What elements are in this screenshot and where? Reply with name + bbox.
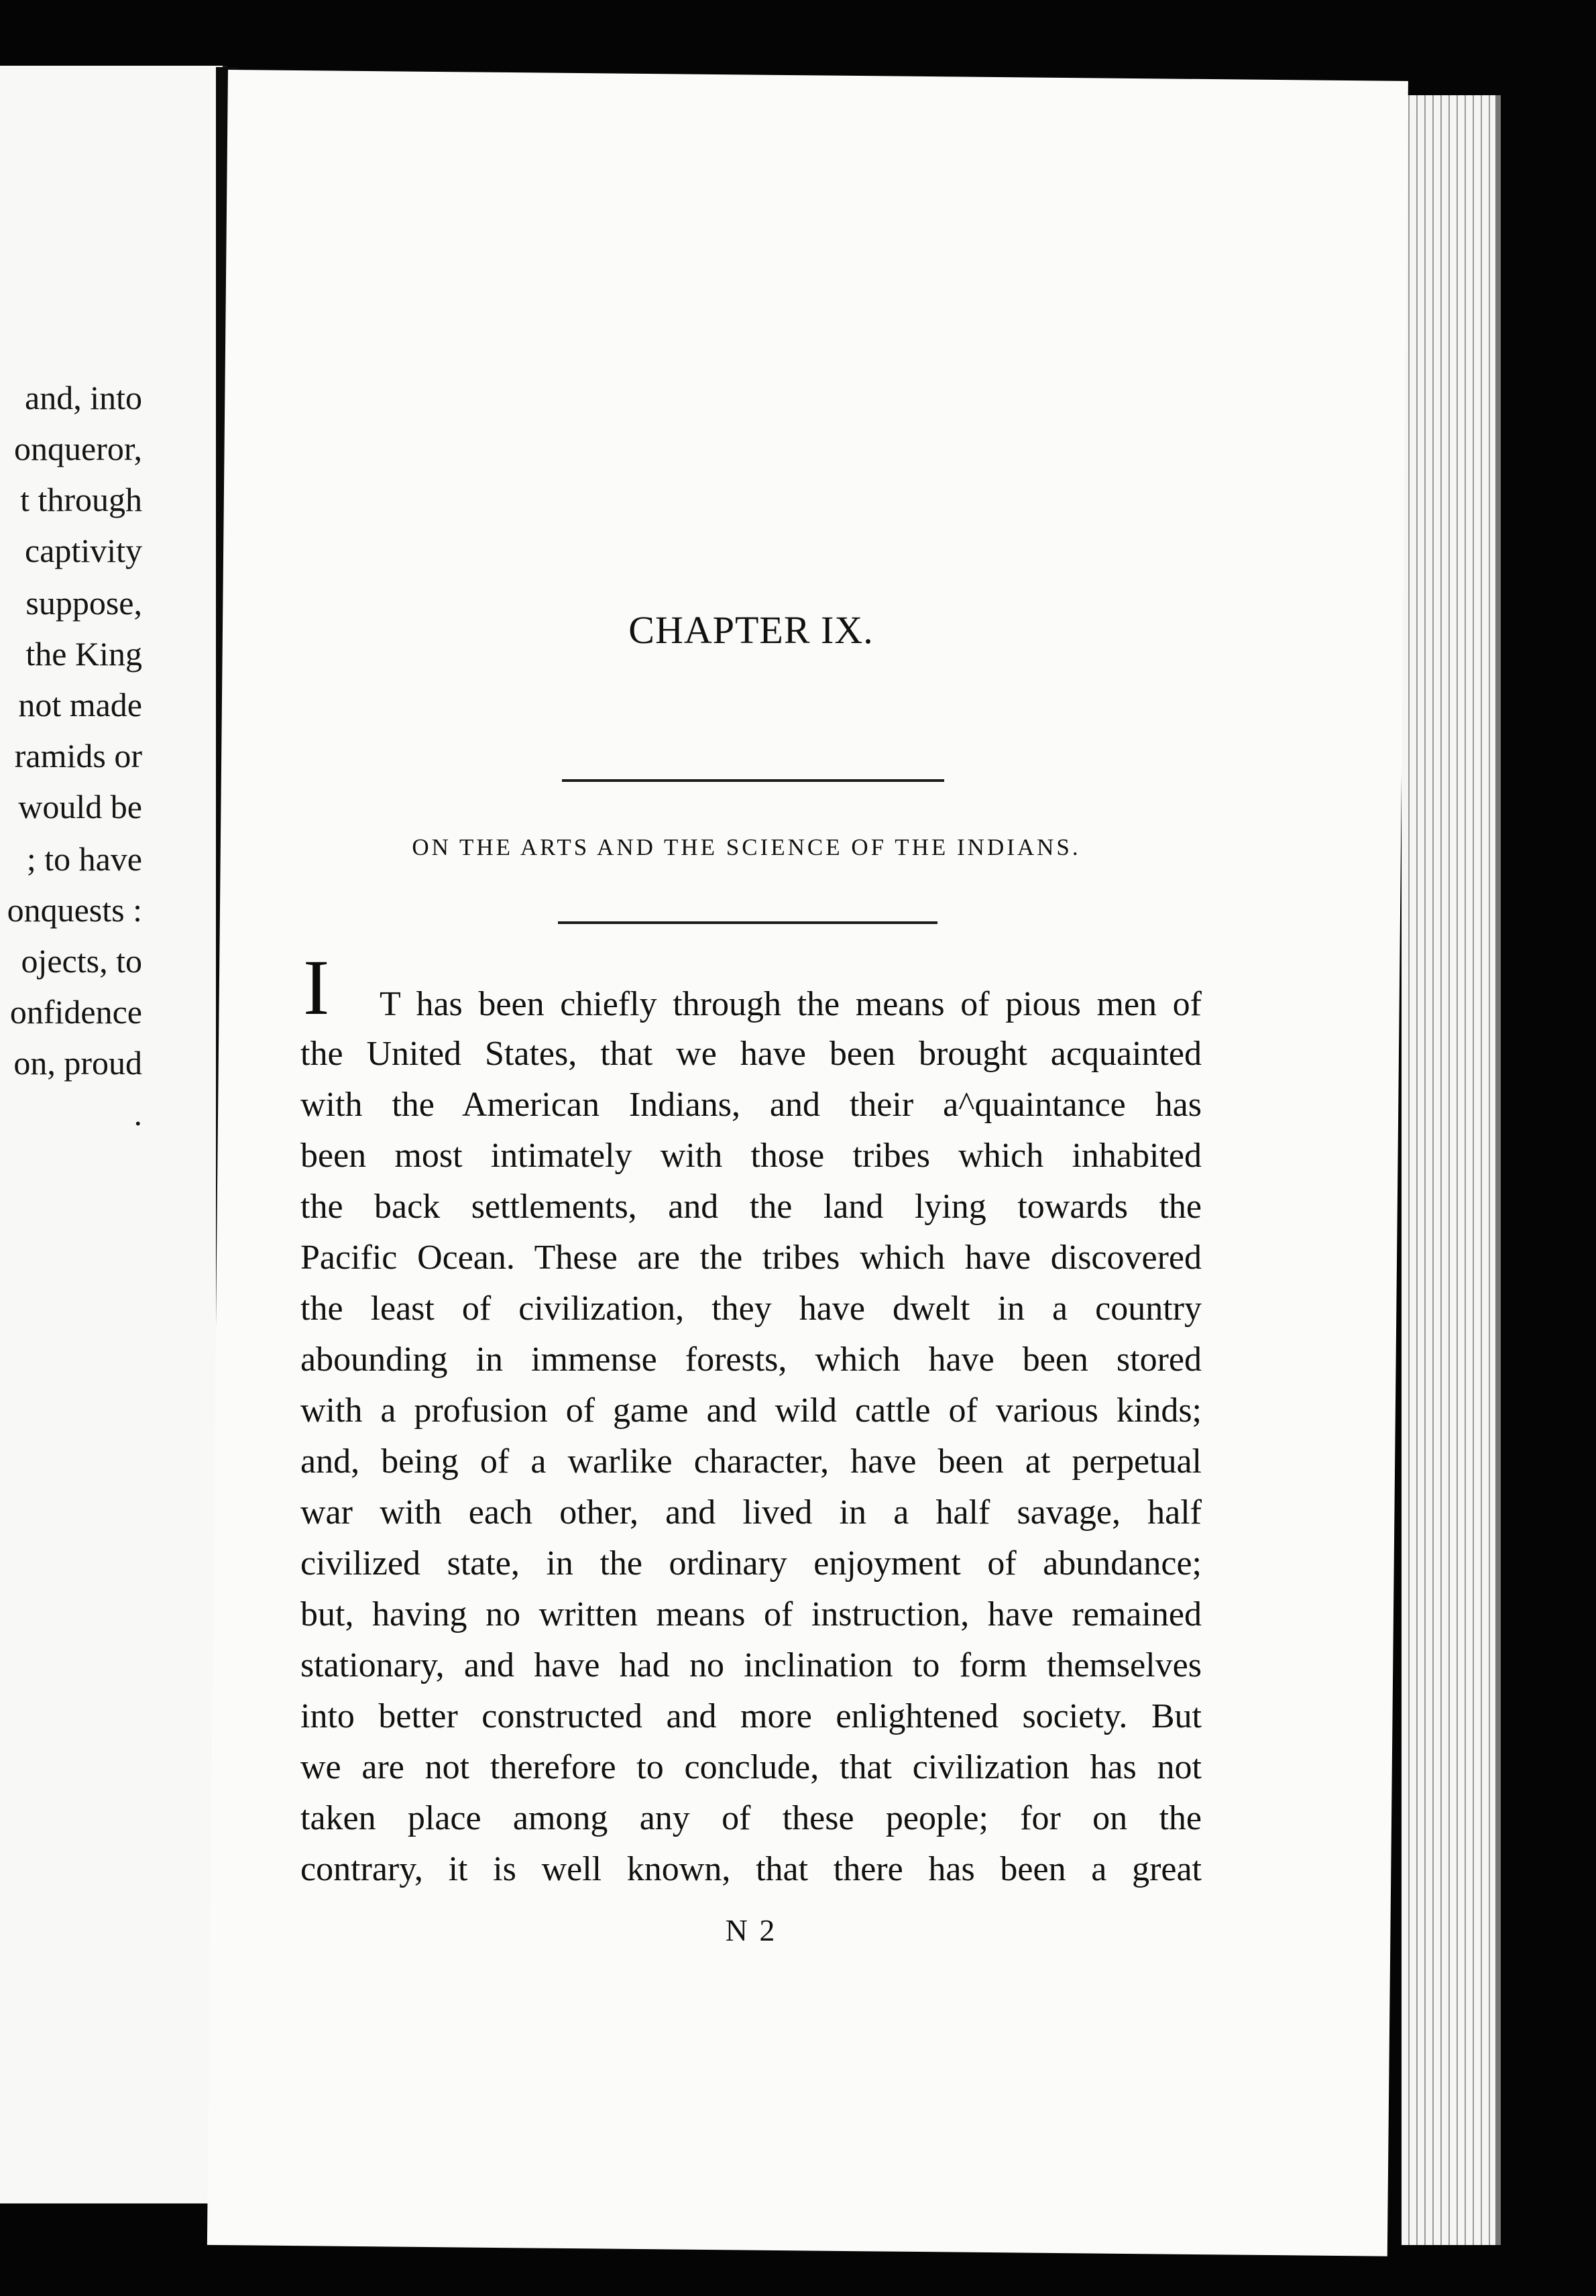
left-page-line: . bbox=[133, 1095, 142, 1133]
title-rule-top bbox=[562, 779, 944, 782]
body-line: civilized state, in the ordinary enjoyment of abundance; bbox=[300, 1544, 1202, 1583]
left-page-line: the King bbox=[25, 635, 142, 673]
body-line: we are not therefore to conclude, that civilization has not bbox=[300, 1748, 1202, 1786]
body-line: into better constructed and more enlightened society. But bbox=[300, 1697, 1202, 1735]
left-page-line: ; to have bbox=[26, 840, 142, 878]
left-page-line: captivity bbox=[25, 532, 142, 569]
left-page-line: onfidence bbox=[9, 993, 142, 1031]
body-line: been most intimately with those tribes which inhabited bbox=[300, 1137, 1202, 1175]
body-line: contrary, it is well known, that there has been a great bbox=[300, 1850, 1202, 1888]
left-page-line: would be bbox=[18, 788, 142, 825]
body-line: the United States, that we have been brought acquainted bbox=[300, 1035, 1202, 1073]
body-line: but, having no written means of instruction, have remained bbox=[300, 1595, 1202, 1633]
body-line: taken place among any of these people; for on the bbox=[300, 1799, 1202, 1837]
left-page bbox=[0, 66, 227, 2203]
signature-mark: N 2 bbox=[725, 1913, 777, 1947]
body-line: stationary, and have had no inclination to form themselves bbox=[300, 1646, 1202, 1684]
page-edges bbox=[1402, 95, 1501, 2245]
left-page-line: onquests : bbox=[7, 891, 142, 929]
left-page-line: t through bbox=[20, 481, 142, 518]
chapter-subtitle: ON THE ARTS AND THE SCIENCE OF THE INDIANS. bbox=[412, 834, 1081, 860]
body-line: abounding in immense forests, which have been stored bbox=[300, 1340, 1202, 1379]
left-page-line: on, proud bbox=[13, 1044, 142, 1082]
body-line: and, being of a warlike character, have been at perpetual bbox=[300, 1442, 1202, 1481]
body-line: war with each other, and lived in a half savage, half bbox=[300, 1493, 1202, 1532]
drop-cap: I bbox=[303, 943, 330, 1031]
left-page-line: ojects, to bbox=[21, 942, 142, 980]
left-page-line: onqueror, bbox=[14, 430, 142, 467]
chapter-title: CHAPTER IX. bbox=[628, 608, 874, 652]
body-line: T has been chiefly through the means of pious men of bbox=[380, 985, 1202, 1023]
body-line: the back settlements, and the land lying towards the bbox=[300, 1188, 1202, 1226]
body-line: with the American Indians, and their a^quaintance has bbox=[300, 1086, 1202, 1124]
left-page-line: not made bbox=[18, 686, 142, 724]
left-page-line: and, into bbox=[25, 379, 142, 416]
left-page-line: ramids or bbox=[14, 737, 142, 774]
body-line: Pacific Ocean. These are the tribes which have discovered bbox=[300, 1239, 1202, 1277]
body-line: the least of civilization, they have dwelt in a country bbox=[300, 1289, 1202, 1328]
title-rule-bottom bbox=[558, 921, 937, 924]
left-page-line: suppose, bbox=[25, 584, 142, 622]
body-line: with a profusion of game and wild cattle of various kinds; bbox=[300, 1391, 1202, 1430]
